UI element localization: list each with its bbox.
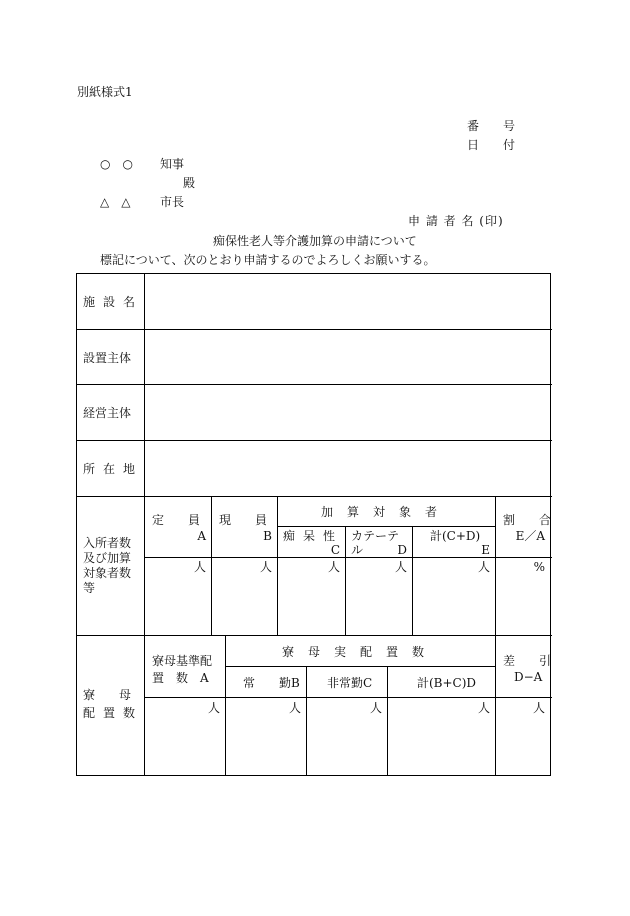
honorific: 殿: [183, 176, 196, 190]
unit-target-total: 人: [477, 560, 490, 574]
ratio-formula: E／A: [515, 529, 545, 543]
capacity-label: 定 員: [152, 513, 201, 527]
residents-label-2: 及び加算: [83, 551, 132, 565]
document-title: 痴保性老人等介護加算の申請について: [213, 234, 417, 248]
actual-header: 寮母実配置数: [281, 645, 438, 659]
diff-formula: D−A: [514, 670, 543, 684]
unit-ratio: %: [533, 560, 545, 574]
dementia-letter: C: [330, 543, 340, 557]
establishing-body-label: 設置主体: [83, 351, 132, 365]
governor-title: 知事: [160, 157, 185, 171]
actual-total-label: 計(B+C)D: [417, 676, 477, 690]
catheter-label-1: カテーテ: [351, 529, 400, 543]
governor-marks: ○ ○: [100, 157, 133, 171]
catheter-letter: D: [397, 543, 407, 557]
unit-dementia: 人: [327, 560, 340, 574]
unit-actual-total: 人: [477, 701, 490, 715]
parttime-label: 非常勤C: [327, 676, 373, 690]
fulltime-label: 常 勤B: [243, 676, 300, 690]
mayor-title: 市長: [160, 195, 185, 209]
unit-current: 人: [259, 560, 272, 574]
housemother-label-2: 配置数: [83, 706, 144, 720]
target-total-label: 計(C+D): [430, 529, 481, 543]
housemother-label-1: 寮 母: [83, 688, 132, 702]
target-total-letter: E: [481, 543, 490, 557]
target-header: 加算対象者: [320, 505, 451, 519]
residents-label-3: 対象者数: [83, 566, 132, 580]
standard-label-1: 寮母基準配: [152, 654, 213, 668]
diff-label: 差 引: [503, 654, 552, 668]
form-label: 別紙様式1: [77, 85, 133, 99]
facility-name-label: 施設名: [83, 295, 144, 309]
operating-body-label: 経営主体: [83, 406, 132, 420]
unit-catheter: 人: [394, 560, 407, 574]
unit-capacity: 人: [193, 560, 206, 574]
unit-standard: 人: [207, 701, 220, 715]
unit-parttime: 人: [369, 701, 382, 715]
mayor-marks: △ △: [100, 195, 131, 209]
standard-label-2: 置 数 A: [152, 671, 209, 685]
current-label: 現 員: [219, 513, 268, 527]
catheter-label-2: ル: [351, 543, 364, 557]
residents-label-1: 入所者数: [83, 536, 132, 550]
intro-text: 標記について、次のとおり申請するのでよろしくお願いする。: [100, 253, 436, 267]
dementia-label: 痴呆性: [283, 529, 344, 543]
residents-label-4: 等: [83, 581, 96, 595]
number-label: 番 号: [467, 119, 516, 133]
current-letter: B: [263, 529, 272, 543]
application-table: [76, 273, 551, 776]
location-label: 所在地: [83, 462, 144, 476]
unit-fulltime: 人: [288, 701, 301, 715]
ratio-label: 割 合: [503, 513, 552, 527]
applicant-label: 申 請 者 名 (印): [408, 214, 504, 228]
date-label: 日 付: [467, 138, 516, 152]
unit-diff: 人: [532, 701, 545, 715]
capacity-letter: A: [197, 529, 206, 543]
